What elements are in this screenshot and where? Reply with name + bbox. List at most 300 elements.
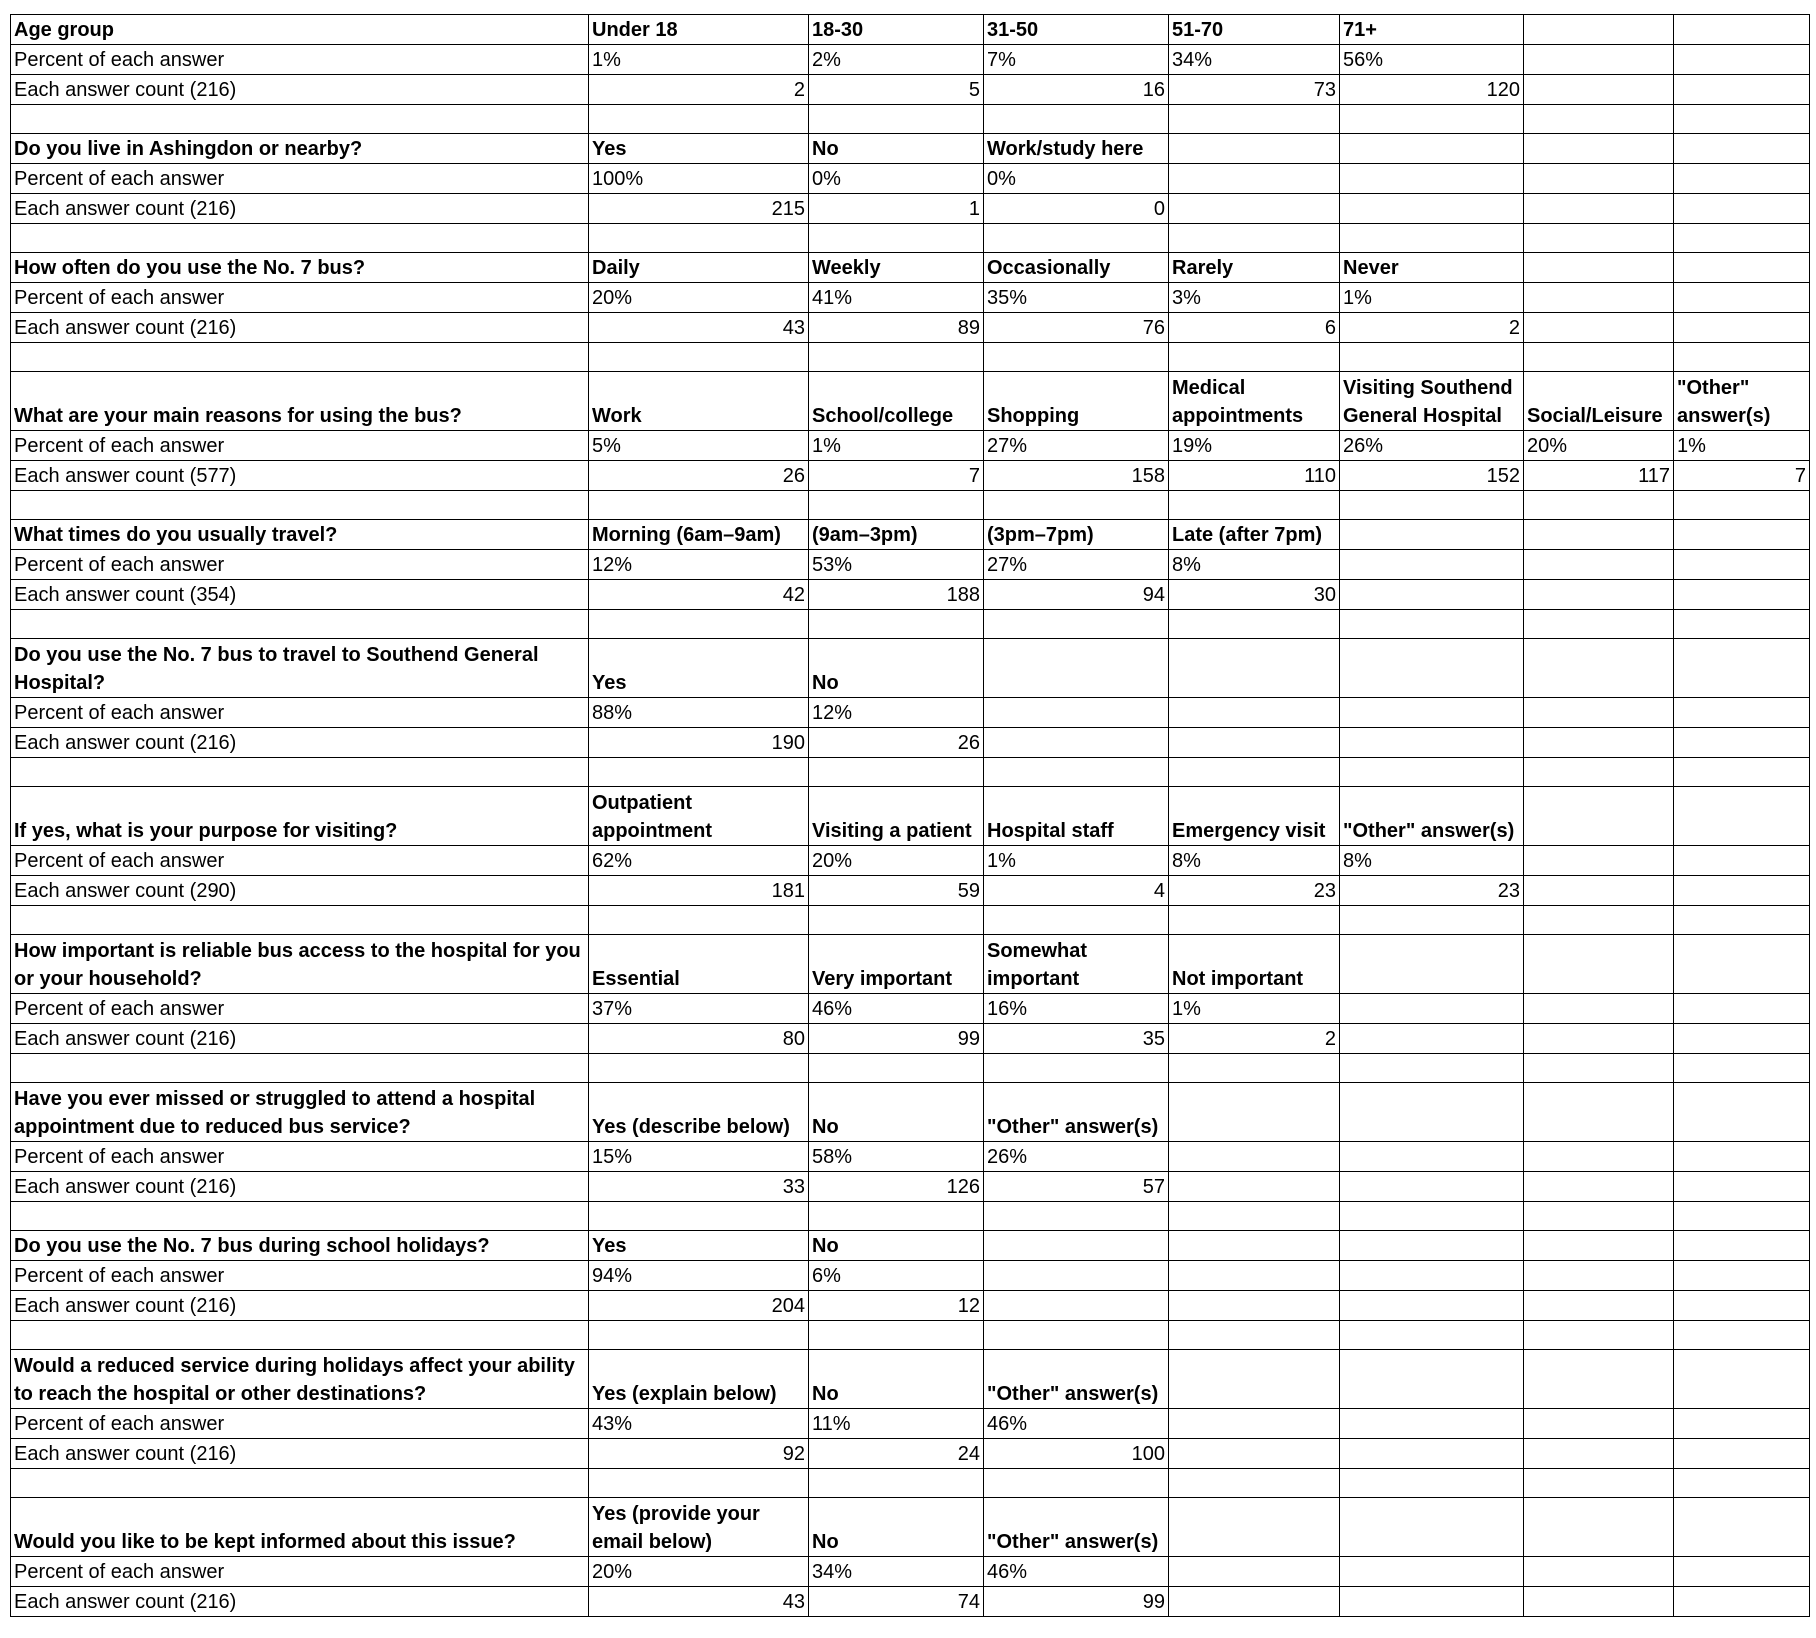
table-cell[interactable]: [589, 105, 809, 134]
table-cell[interactable]: 71+: [1340, 15, 1524, 45]
table-cell[interactable]: [1524, 1557, 1674, 1587]
row-label-cell[interactable]: Each answer count (216): [11, 1439, 589, 1469]
table-cell[interactable]: [1674, 550, 1810, 580]
table-cell[interactable]: [1524, 906, 1674, 935]
row-label-cell[interactable]: [11, 1469, 589, 1498]
table-cell[interactable]: [1169, 1054, 1340, 1083]
table-cell[interactable]: [1340, 1498, 1524, 1557]
table-cell[interactable]: [1524, 75, 1674, 105]
table-cell[interactable]: 27%: [984, 431, 1169, 461]
table-cell[interactable]: [1340, 343, 1524, 372]
table-cell[interactable]: Yes (provide your email below): [589, 1498, 809, 1557]
table-cell[interactable]: [1524, 1024, 1674, 1054]
table-cell[interactable]: Emergency visit: [1169, 787, 1340, 846]
row-label-cell[interactable]: [11, 906, 589, 935]
table-cell[interactable]: [1674, 15, 1810, 45]
table-cell[interactable]: 59: [809, 876, 984, 906]
table-cell[interactable]: [809, 343, 984, 372]
table-cell[interactable]: 43: [589, 1587, 809, 1617]
table-cell[interactable]: 6%: [809, 1261, 984, 1291]
table-cell[interactable]: [589, 491, 809, 520]
table-cell[interactable]: [1524, 283, 1674, 313]
table-cell[interactable]: [809, 491, 984, 520]
table-cell[interactable]: (3pm–7pm): [984, 520, 1169, 550]
table-cell[interactable]: Rarely: [1169, 253, 1340, 283]
table-cell[interactable]: 0: [984, 194, 1169, 224]
table-cell[interactable]: Occasionally: [984, 253, 1169, 283]
table-cell[interactable]: 16: [984, 75, 1169, 105]
table-cell[interactable]: No: [809, 1231, 984, 1261]
table-cell[interactable]: [1524, 1083, 1674, 1142]
table-cell[interactable]: 51-70: [1169, 15, 1340, 45]
table-cell[interactable]: [589, 343, 809, 372]
table-cell[interactable]: [1674, 1587, 1810, 1617]
table-cell[interactable]: [1169, 1142, 1340, 1172]
table-cell[interactable]: [1169, 698, 1340, 728]
table-cell[interactable]: [1524, 520, 1674, 550]
table-cell[interactable]: 46%: [984, 1557, 1169, 1587]
row-label-cell[interactable]: Percent of each answer: [11, 431, 589, 461]
table-cell[interactable]: Work/study here: [984, 134, 1169, 164]
table-cell[interactable]: [1524, 550, 1674, 580]
table-cell[interactable]: 1: [809, 194, 984, 224]
table-cell[interactable]: [1169, 1172, 1340, 1202]
table-cell[interactable]: 5%: [589, 431, 809, 461]
table-cell[interactable]: Medical appointments: [1169, 372, 1340, 431]
row-label-cell[interactable]: [11, 1054, 589, 1083]
table-cell[interactable]: 26: [809, 728, 984, 758]
table-cell[interactable]: [1674, 1557, 1810, 1587]
table-cell[interactable]: 41%: [809, 283, 984, 313]
table-cell[interactable]: Yes: [589, 134, 809, 164]
table-cell[interactable]: [1674, 253, 1810, 283]
table-cell[interactable]: [1524, 253, 1674, 283]
table-cell[interactable]: [1524, 1321, 1674, 1350]
table-cell[interactable]: [1340, 698, 1524, 728]
table-cell[interactable]: [1524, 45, 1674, 75]
table-cell[interactable]: [1340, 520, 1524, 550]
table-cell[interactable]: 37%: [589, 994, 809, 1024]
table-cell[interactable]: [1340, 105, 1524, 134]
table-cell[interactable]: 204: [589, 1291, 809, 1321]
table-cell[interactable]: 5: [809, 75, 984, 105]
table-cell[interactable]: [1524, 1409, 1674, 1439]
table-cell[interactable]: [1674, 283, 1810, 313]
table-cell[interactable]: Yes: [589, 639, 809, 698]
table-cell[interactable]: 26%: [984, 1142, 1169, 1172]
table-cell[interactable]: Under 18: [589, 15, 809, 45]
table-cell[interactable]: [1340, 1231, 1524, 1261]
table-cell[interactable]: Yes (describe below): [589, 1083, 809, 1142]
table-cell[interactable]: [1674, 164, 1810, 194]
row-label-cell[interactable]: [11, 224, 589, 253]
table-cell[interactable]: [1169, 343, 1340, 372]
table-cell[interactable]: 31-50: [984, 15, 1169, 45]
row-label-cell[interactable]: Percent of each answer: [11, 994, 589, 1024]
row-label-cell[interactable]: Each answer count (216): [11, 194, 589, 224]
table-cell[interactable]: [1524, 313, 1674, 343]
table-cell[interactable]: 35: [984, 1024, 1169, 1054]
table-cell[interactable]: No: [809, 1498, 984, 1557]
table-cell[interactable]: [1674, 787, 1810, 846]
row-label-cell[interactable]: Percent of each answer: [11, 550, 589, 580]
row-label-cell[interactable]: [11, 610, 589, 639]
row-label-cell[interactable]: Each answer count (216): [11, 1172, 589, 1202]
table-cell[interactable]: [1524, 1202, 1674, 1231]
row-label-cell[interactable]: Percent of each answer: [11, 164, 589, 194]
table-cell[interactable]: [984, 224, 1169, 253]
table-cell[interactable]: [1524, 224, 1674, 253]
table-cell[interactable]: 1%: [809, 431, 984, 461]
table-cell[interactable]: [1524, 1587, 1674, 1617]
table-cell[interactable]: [1524, 1231, 1674, 1261]
table-cell[interactable]: [984, 610, 1169, 639]
table-cell[interactable]: [809, 224, 984, 253]
table-cell[interactable]: [1340, 1024, 1524, 1054]
table-cell[interactable]: 11%: [809, 1409, 984, 1439]
table-cell[interactable]: 62%: [589, 846, 809, 876]
table-cell[interactable]: [589, 1202, 809, 1231]
row-label-cell[interactable]: Each answer count (216): [11, 1024, 589, 1054]
table-cell[interactable]: [1169, 194, 1340, 224]
table-cell[interactable]: [809, 758, 984, 787]
table-cell[interactable]: [984, 491, 1169, 520]
row-label-cell[interactable]: Each answer count (216): [11, 75, 589, 105]
table-cell[interactable]: [1340, 1142, 1524, 1172]
table-cell[interactable]: [1169, 906, 1340, 935]
table-cell[interactable]: [1674, 1054, 1810, 1083]
table-cell[interactable]: Hospital staff: [984, 787, 1169, 846]
table-cell[interactable]: [1340, 1469, 1524, 1498]
table-cell[interactable]: [1340, 994, 1524, 1024]
table-cell[interactable]: [1169, 610, 1340, 639]
table-cell[interactable]: 89: [809, 313, 984, 343]
table-cell[interactable]: (9am–3pm): [809, 520, 984, 550]
table-cell[interactable]: [1340, 758, 1524, 787]
table-cell[interactable]: [809, 1469, 984, 1498]
table-cell[interactable]: [984, 698, 1169, 728]
row-label-cell[interactable]: Percent of each answer: [11, 283, 589, 313]
table-cell[interactable]: 0%: [984, 164, 1169, 194]
table-cell[interactable]: [1340, 1409, 1524, 1439]
table-cell[interactable]: 34%: [1169, 45, 1340, 75]
row-label-cell[interactable]: Each answer count (216): [11, 1291, 589, 1321]
row-label-cell[interactable]: [11, 1202, 589, 1231]
table-cell[interactable]: 33: [589, 1172, 809, 1202]
table-cell[interactable]: 100%: [589, 164, 809, 194]
table-cell[interactable]: 46%: [984, 1409, 1169, 1439]
table-cell[interactable]: [1674, 105, 1810, 134]
table-cell[interactable]: Yes (explain below): [589, 1350, 809, 1409]
table-cell[interactable]: [1674, 1291, 1810, 1321]
table-cell[interactable]: [1169, 491, 1340, 520]
table-cell[interactable]: Never: [1340, 253, 1524, 283]
row-label-cell[interactable]: Do you use the No. 7 bus during school holidays?: [11, 1231, 589, 1261]
table-cell[interactable]: 46%: [809, 994, 984, 1024]
table-cell[interactable]: [1169, 1350, 1340, 1409]
table-cell[interactable]: 42: [589, 580, 809, 610]
table-cell[interactable]: [1169, 1291, 1340, 1321]
table-cell[interactable]: [1169, 1409, 1340, 1439]
table-cell[interactable]: [1674, 75, 1810, 105]
row-label-cell[interactable]: [11, 758, 589, 787]
table-cell[interactable]: 181: [589, 876, 809, 906]
table-cell[interactable]: [809, 1321, 984, 1350]
table-cell[interactable]: [1169, 1469, 1340, 1498]
table-cell[interactable]: [1674, 1261, 1810, 1291]
table-cell[interactable]: 126: [809, 1172, 984, 1202]
table-cell[interactable]: [1340, 491, 1524, 520]
table-cell[interactable]: 34%: [809, 1557, 984, 1587]
table-cell[interactable]: [1169, 224, 1340, 253]
table-cell[interactable]: [1169, 728, 1340, 758]
table-cell[interactable]: [1340, 1083, 1524, 1142]
table-cell[interactable]: [1169, 134, 1340, 164]
table-cell[interactable]: [1524, 343, 1674, 372]
table-cell[interactable]: [1674, 1024, 1810, 1054]
table-cell[interactable]: [589, 1469, 809, 1498]
table-cell[interactable]: [1674, 1469, 1810, 1498]
row-label-cell[interactable]: What times do you usually travel?: [11, 520, 589, 550]
row-label-cell[interactable]: Percent of each answer: [11, 1557, 589, 1587]
table-cell[interactable]: [1340, 134, 1524, 164]
table-cell[interactable]: Visiting Southend General Hospital: [1340, 372, 1524, 431]
table-cell[interactable]: 2: [1340, 313, 1524, 343]
table-cell[interactable]: [1524, 1054, 1674, 1083]
table-cell[interactable]: [1524, 194, 1674, 224]
table-cell[interactable]: 7%: [984, 45, 1169, 75]
table-cell[interactable]: [1340, 194, 1524, 224]
row-label-cell[interactable]: Percent of each answer: [11, 846, 589, 876]
row-label-cell[interactable]: [11, 1321, 589, 1350]
row-label-cell[interactable]: [11, 491, 589, 520]
table-cell[interactable]: [1524, 610, 1674, 639]
table-cell[interactable]: [984, 758, 1169, 787]
table-cell[interactable]: 23: [1340, 876, 1524, 906]
table-cell[interactable]: School/college: [809, 372, 984, 431]
table-cell[interactable]: [1169, 1498, 1340, 1557]
table-cell[interactable]: [984, 1291, 1169, 1321]
table-cell[interactable]: [1674, 194, 1810, 224]
table-cell[interactable]: [984, 906, 1169, 935]
row-label-cell[interactable]: What are your main reasons for using the bus?: [11, 372, 589, 431]
table-cell[interactable]: [984, 1054, 1169, 1083]
row-label-cell[interactable]: If yes, what is your purpose for visiting?: [11, 787, 589, 846]
table-cell[interactable]: 215: [589, 194, 809, 224]
table-cell[interactable]: 100: [984, 1439, 1169, 1469]
table-cell[interactable]: [1674, 1409, 1810, 1439]
table-cell[interactable]: [1674, 1083, 1810, 1142]
table-cell[interactable]: [1674, 876, 1810, 906]
table-cell[interactable]: 0%: [809, 164, 984, 194]
table-cell[interactable]: [1674, 758, 1810, 787]
table-cell[interactable]: 20%: [589, 1557, 809, 1587]
table-cell[interactable]: [589, 610, 809, 639]
table-cell[interactable]: "Other" answer(s): [1674, 372, 1810, 431]
table-cell[interactable]: [1674, 610, 1810, 639]
table-cell[interactable]: 1%: [589, 45, 809, 75]
table-cell[interactable]: [1674, 906, 1810, 935]
table-cell[interactable]: [1169, 1231, 1340, 1261]
row-label-cell[interactable]: Each answer count (577): [11, 461, 589, 491]
table-cell[interactable]: [1674, 1350, 1810, 1409]
table-cell[interactable]: 12%: [809, 698, 984, 728]
table-cell[interactable]: 24: [809, 1439, 984, 1469]
table-cell[interactable]: [984, 1321, 1169, 1350]
table-cell[interactable]: Visiting a patient: [809, 787, 984, 846]
table-cell[interactable]: [589, 758, 809, 787]
table-cell[interactable]: [1674, 45, 1810, 75]
table-cell[interactable]: [1340, 1587, 1524, 1617]
table-cell[interactable]: [1169, 1261, 1340, 1291]
table-cell[interactable]: [1169, 164, 1340, 194]
table-cell[interactable]: [1524, 728, 1674, 758]
table-cell[interactable]: [1674, 994, 1810, 1024]
table-cell[interactable]: [1340, 224, 1524, 253]
table-cell[interactable]: [809, 610, 984, 639]
table-cell[interactable]: 2%: [809, 45, 984, 75]
table-cell[interactable]: 73: [1169, 75, 1340, 105]
table-cell[interactable]: 19%: [1169, 431, 1340, 461]
table-cell[interactable]: [1524, 639, 1674, 698]
table-cell[interactable]: [1524, 698, 1674, 728]
table-cell[interactable]: [1169, 758, 1340, 787]
table-cell[interactable]: [984, 728, 1169, 758]
row-label-cell[interactable]: Would a reduced service during holidays affect your ability to reach the hospital or other destinations?: [11, 1350, 589, 1409]
table-cell[interactable]: 110: [1169, 461, 1340, 491]
table-cell[interactable]: [1674, 313, 1810, 343]
table-cell[interactable]: [1524, 1498, 1674, 1557]
table-cell[interactable]: [1524, 787, 1674, 846]
table-cell[interactable]: [1524, 935, 1674, 994]
table-cell[interactable]: [1524, 164, 1674, 194]
table-cell[interactable]: [1674, 491, 1810, 520]
table-cell[interactable]: [1524, 134, 1674, 164]
row-label-cell[interactable]: Do you live in Ashingdon or nearby?: [11, 134, 589, 164]
table-cell[interactable]: [1524, 580, 1674, 610]
table-cell[interactable]: [1674, 639, 1810, 698]
table-cell[interactable]: [1524, 1469, 1674, 1498]
table-cell[interactable]: 8%: [1169, 846, 1340, 876]
table-cell[interactable]: 7: [809, 461, 984, 491]
table-cell[interactable]: [1169, 1202, 1340, 1231]
table-cell[interactable]: [1340, 1321, 1524, 1350]
table-cell[interactable]: Somewhat important: [984, 935, 1169, 994]
table-cell[interactable]: [1340, 1350, 1524, 1409]
row-label-cell[interactable]: Percent of each answer: [11, 1409, 589, 1439]
table-cell[interactable]: [984, 1469, 1169, 1498]
table-cell[interactable]: [589, 906, 809, 935]
table-cell[interactable]: Weekly: [809, 253, 984, 283]
table-cell[interactable]: [1674, 1498, 1810, 1557]
table-cell[interactable]: [1524, 1172, 1674, 1202]
table-cell[interactable]: 58%: [809, 1142, 984, 1172]
table-cell[interactable]: [1340, 639, 1524, 698]
table-cell[interactable]: Essential: [589, 935, 809, 994]
row-label-cell[interactable]: How often do you use the No. 7 bus?: [11, 253, 589, 283]
table-cell[interactable]: [1524, 1261, 1674, 1291]
table-cell[interactable]: [1674, 698, 1810, 728]
table-cell[interactable]: [1340, 1172, 1524, 1202]
table-cell[interactable]: [809, 1202, 984, 1231]
table-cell[interactable]: 56%: [1340, 45, 1524, 75]
table-cell[interactable]: 12%: [589, 550, 809, 580]
table-cell[interactable]: 16%: [984, 994, 1169, 1024]
table-cell[interactable]: 20%: [1524, 431, 1674, 461]
table-cell[interactable]: [1674, 343, 1810, 372]
table-cell[interactable]: [1524, 1142, 1674, 1172]
table-cell[interactable]: 18-30: [809, 15, 984, 45]
table-cell[interactable]: [1340, 1054, 1524, 1083]
table-cell[interactable]: 120: [1340, 75, 1524, 105]
table-cell[interactable]: 43: [589, 313, 809, 343]
table-cell[interactable]: [1524, 1439, 1674, 1469]
table-cell[interactable]: 1%: [1340, 283, 1524, 313]
table-cell[interactable]: 94%: [589, 1261, 809, 1291]
table-cell[interactable]: 6: [1169, 313, 1340, 343]
table-cell[interactable]: 8%: [1169, 550, 1340, 580]
table-cell[interactable]: [1674, 580, 1810, 610]
table-cell[interactable]: [1674, 1202, 1810, 1231]
table-cell[interactable]: [1524, 1350, 1674, 1409]
table-cell[interactable]: [1524, 758, 1674, 787]
table-cell[interactable]: [1169, 1439, 1340, 1469]
table-cell[interactable]: 188: [809, 580, 984, 610]
table-cell[interactable]: 158: [984, 461, 1169, 491]
table-cell[interactable]: "Other" answer(s): [984, 1498, 1169, 1557]
table-cell[interactable]: [1340, 1261, 1524, 1291]
table-cell[interactable]: 2: [1169, 1024, 1340, 1054]
table-cell[interactable]: Shopping: [984, 372, 1169, 431]
table-cell[interactable]: "Other" answer(s): [1340, 787, 1524, 846]
row-label-cell[interactable]: Would you like to be kept informed about this issue?: [11, 1498, 589, 1557]
table-cell[interactable]: No: [809, 1350, 984, 1409]
table-cell[interactable]: No: [809, 639, 984, 698]
table-cell[interactable]: [589, 1054, 809, 1083]
table-cell[interactable]: 99: [809, 1024, 984, 1054]
table-cell[interactable]: 99: [984, 1587, 1169, 1617]
table-cell[interactable]: [1169, 1083, 1340, 1142]
table-cell[interactable]: [1674, 935, 1810, 994]
row-label-cell[interactable]: Each answer count (216): [11, 313, 589, 343]
table-cell[interactable]: 4: [984, 876, 1169, 906]
table-cell[interactable]: No: [809, 134, 984, 164]
row-label-cell[interactable]: Each answer count (216): [11, 1587, 589, 1617]
table-cell[interactable]: 94: [984, 580, 1169, 610]
table-cell[interactable]: 1%: [1169, 994, 1340, 1024]
table-cell[interactable]: [1674, 1439, 1810, 1469]
row-label-cell[interactable]: Percent of each answer: [11, 1261, 589, 1291]
table-cell[interactable]: 26%: [1340, 431, 1524, 461]
table-cell[interactable]: 74: [809, 1587, 984, 1617]
row-label-cell[interactable]: [11, 105, 589, 134]
table-cell[interactable]: 15%: [589, 1142, 809, 1172]
table-cell[interactable]: [1524, 994, 1674, 1024]
table-cell[interactable]: 20%: [809, 846, 984, 876]
table-cell[interactable]: 57: [984, 1172, 1169, 1202]
table-cell[interactable]: [1674, 1172, 1810, 1202]
table-cell[interactable]: [984, 105, 1169, 134]
table-cell[interactable]: Social/Leisure: [1524, 372, 1674, 431]
table-cell[interactable]: [984, 1261, 1169, 1291]
table-cell[interactable]: Morning (6am–9am): [589, 520, 809, 550]
table-cell[interactable]: [809, 1054, 984, 1083]
table-cell[interactable]: Outpatient appointment: [589, 787, 809, 846]
table-cell[interactable]: Yes: [589, 1231, 809, 1261]
table-cell[interactable]: [1340, 1439, 1524, 1469]
table-cell[interactable]: [1340, 728, 1524, 758]
table-cell[interactable]: [1340, 906, 1524, 935]
